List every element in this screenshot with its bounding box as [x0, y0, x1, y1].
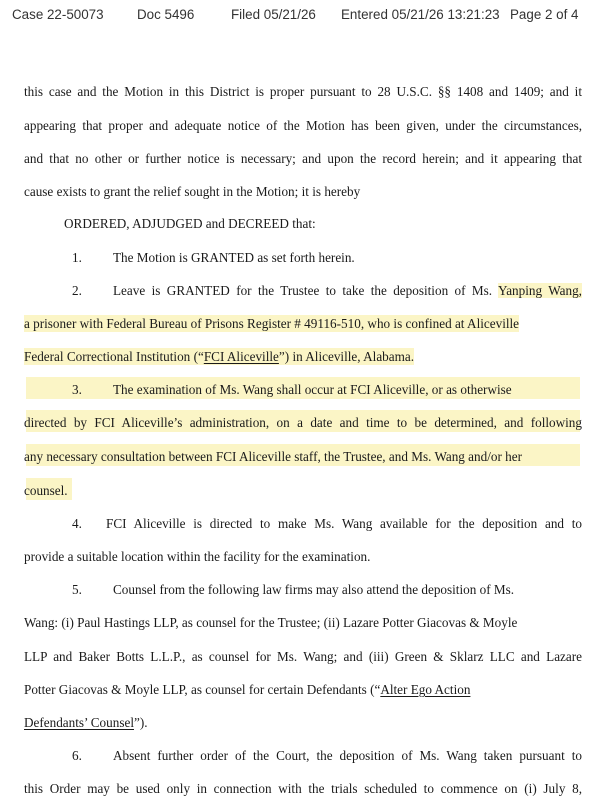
- body-text: ”).: [134, 715, 148, 730]
- defined-term: FCI Aliceville: [203, 349, 279, 364]
- highlighted-line: [24, 348, 414, 365]
- body-line: appearing that proper and adequate notice of the Motion has been given, under the circumstances,: [24, 118, 582, 133]
- body-line: [24, 714, 148, 731]
- highlighted-line: The examination of Ms. Wang shall occur at FCI Aliceville, or as otherwise: [113, 382, 512, 397]
- entered-date: Entered 05/21/26 13:21:23: [341, 7, 500, 22]
- highlighted-text: Yanping Wang,: [498, 283, 582, 298]
- body-line: LLP and Baker Botts L.L.P., as counsel for Ms. Wang; and (iii) Green & Sklarz LLC and Lazare: [24, 649, 582, 664]
- docket-header: [0, 0, 606, 32]
- body-line: provide a suitable location within the facility for the examination.: [24, 549, 371, 564]
- paragraph-number: 1.: [72, 250, 82, 265]
- paragraph-number: 4.: [72, 516, 82, 531]
- body-line: [113, 282, 582, 299]
- body-text: Federal Correctional Institution (“: [24, 349, 204, 364]
- body-text: Potter Giacovas & Moyle LLP, as counsel for certain Defendants (“: [24, 682, 381, 697]
- body-line: [24, 681, 470, 698]
- defined-term: Alter Ego Action: [380, 682, 471, 697]
- case-number: Case 22-50073: [12, 7, 104, 22]
- filed-date: Filed 05/21/26: [231, 7, 316, 22]
- highlighted-line: counsel.: [24, 483, 68, 498]
- highlighted-line: directed by FCI Aliceville’s administration, on a date and time to be determined, and following: [24, 415, 582, 430]
- defined-term: Defendants’ Counsel: [24, 715, 134, 730]
- body-line: FCI Aliceville is directed to make Ms. Wang available for the deposition and to: [106, 516, 582, 531]
- body-line: cause exists to grant the relief sought in the Motion; it is hereby: [24, 184, 361, 199]
- paragraph-number: 2.: [72, 283, 82, 298]
- body-line: this Order may be used only in connection with the trials scheduled to commence on (i) July 8,: [24, 781, 582, 796]
- doc-number: Doc 5496: [137, 7, 195, 22]
- page-number: Page 2 of 4: [510, 7, 579, 22]
- body-line: this case and the Motion in this District is proper pursuant to 28 U.S.C. §§ 1408 and 1409; and it: [24, 84, 582, 99]
- highlighted-line: a prisoner with Federal Bureau of Prisons Register # 49116-510, who is confined at Aliceville: [24, 316, 520, 331]
- body-text: ”) in Aliceville, Alabama.: [278, 349, 415, 364]
- body-line: and that no other or further notice is necessary; and upon the record herein; and it appearing that: [24, 151, 582, 166]
- ordered-clause: ORDERED, ADJUDGED and DECREED that:: [64, 216, 316, 231]
- paragraph-number: 5.: [72, 582, 82, 597]
- body-line: Counsel from the following law firms may also attend the deposition of Ms.: [113, 582, 515, 597]
- body-line: The Motion is GRANTED as set forth herein.: [113, 250, 355, 265]
- body-line: Wang: (i) Paul Hastings LLP, as counsel for the Trustee; (ii) Lazare Potter Giacovas & Moyle: [24, 615, 518, 630]
- body-line: Absent further order of the Court, the deposition of Ms. Wang taken pursuant to: [113, 748, 582, 763]
- paragraph-number: 6.: [72, 748, 82, 763]
- paragraph-number: 3.: [72, 382, 82, 397]
- body-text: Leave is GRANTED for the Trustee to take the deposition of Ms.: [113, 283, 493, 298]
- highlighted-line: any necessary consultation between FCI Aliceville staff, the Trustee, and Ms. Wang and/or her: [24, 449, 522, 464]
